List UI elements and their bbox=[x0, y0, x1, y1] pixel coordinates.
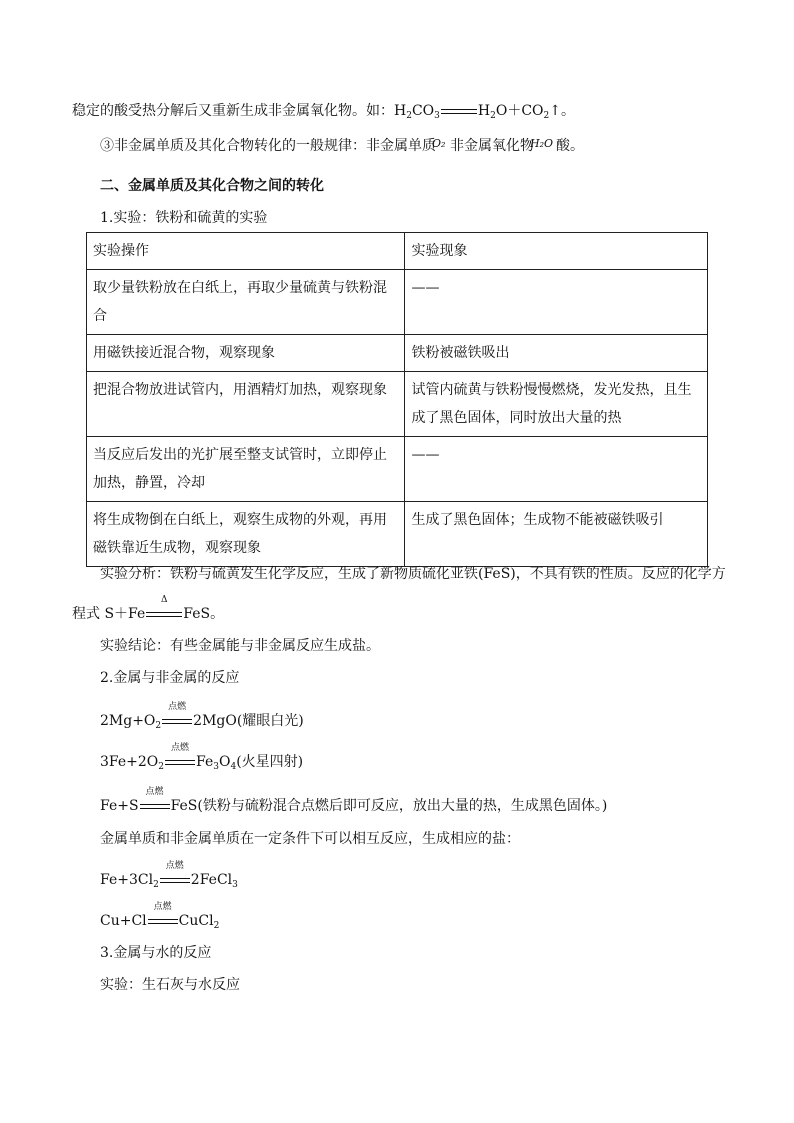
ignite-condition-equals: 点燃 bbox=[148, 913, 178, 927]
heat-condition-equals: Δ bbox=[146, 606, 182, 620]
subsection-title: 2.金属与非金属的反应 bbox=[100, 670, 240, 686]
experiment-conclusion: 实验结论：有些金属能与非金属反应生成盐。 bbox=[100, 638, 380, 654]
table-cell: —— bbox=[405, 437, 708, 502]
equation-fe-o2: $3Fe+2O_2$ 点燃 $Fe_3O_4$(火星四射) bbox=[100, 743, 304, 772]
table-cell: 铁粉被磁铁吸出 bbox=[405, 335, 708, 372]
ignite-condition-equals: 点燃 bbox=[162, 713, 192, 727]
reaction-condition: O₂ bbox=[432, 137, 446, 150]
table-cell: 当反应后发出的光扩展至整支试管时，立即停止加热，静置，冷却 bbox=[87, 437, 405, 502]
ignite-condition-equals: 点燃 bbox=[165, 754, 195, 768]
table-row bbox=[87, 437, 708, 502]
section-heading: 二、金属单质及其化合物之间的转化 bbox=[100, 178, 324, 194]
table-cell: —— bbox=[405, 270, 708, 335]
equation-fe-s: Fe+S 点燃 FeS(铁粉与硫粉混合点燃后即可反应，放出大量的热，生成黑色固体。) bbox=[100, 787, 608, 814]
table-cell: 把混合物放进试管内，用酒精灯加热，观察现象 bbox=[87, 372, 405, 437]
table-cell: 试管内硫黄与铁粉慢慢燃烧，发光发热，且生成了黑色固体，同时放出大量的热 bbox=[405, 372, 708, 437]
table-row bbox=[87, 372, 708, 437]
table-cell: 用磁铁接近混合物，观察现象 bbox=[87, 335, 405, 372]
equation-mg: $2Mg+O_2$ 点燃 2MgO(耀眼白光) bbox=[100, 702, 304, 731]
table-cell: 生成了黑色固体；生成物不能被磁铁吸引 bbox=[405, 502, 708, 567]
ignite-condition-equals: 点燃 bbox=[160, 872, 190, 886]
subsection-title: 3.金属与水的反应 bbox=[100, 945, 212, 961]
analysis-line-2: 程式 S＋Fe Δ FeS。 bbox=[72, 595, 225, 622]
table-header-cell: 实验现象 bbox=[405, 233, 708, 270]
table-header-row bbox=[87, 233, 708, 270]
table-row bbox=[87, 270, 708, 335]
experiment-title: 1.实验：铁粉和硫黄的实验 bbox=[100, 210, 268, 226]
analysis-line-1: 实验分析：铁粉与硫黄发生化学反应，生成了新物质硫化亚铁(FeS)，不具有铁的性质。反应的化学方 bbox=[100, 566, 726, 582]
table-cell: 取少量铁粉放在白纸上，再取少量硫黄与铁粉混合 bbox=[87, 270, 405, 335]
equation-fe-cl2: $Fe+3Cl_2$ 点燃 2FeCl$_3$ bbox=[100, 861, 238, 890]
experiment-title: 实验：生石灰与水反应 bbox=[100, 977, 240, 993]
ignite-condition-equals: 点燃 bbox=[140, 798, 170, 812]
metal-nonmetal-summary: 金属单质和非金属单质在一定条件下可以相互反应，生成相应的盐： bbox=[100, 831, 520, 847]
table-row bbox=[87, 502, 708, 567]
reaction-condition: H₂O bbox=[530, 137, 554, 150]
experiment-table bbox=[86, 232, 708, 567]
equation-cu-cl: Cu+Cl 点燃 CuCl$_2$ bbox=[100, 902, 220, 931]
table-cell: 将生成物倒在白纸上，观察生成物的外观，再用磁铁靠近生成物，观察现象 bbox=[87, 502, 405, 567]
conversion-rule: ③非金属单质及其化合物转化的一般规律：非金属单质 O₂ 非金属氧化物 H₂O 酸。 bbox=[100, 137, 584, 154]
table-row bbox=[87, 335, 708, 372]
equals-sign bbox=[441, 103, 477, 117]
intro-line-1: 稳定的酸受热分解后又重新生成非金属氧化物。如：$H_2CO_3$ $H_2O+CO_2↑$。 bbox=[72, 103, 575, 121]
table-header-cell: 实验操作 bbox=[87, 233, 405, 270]
